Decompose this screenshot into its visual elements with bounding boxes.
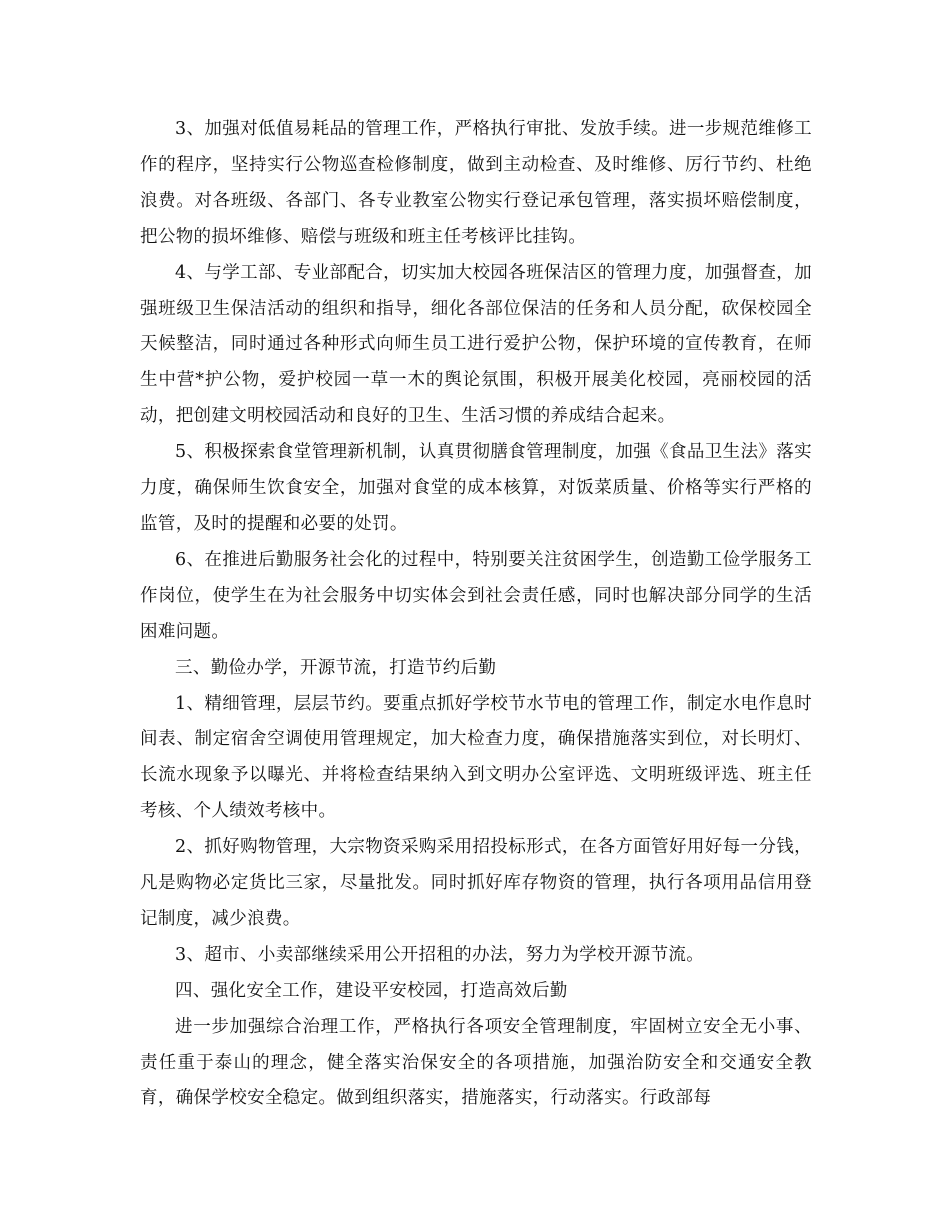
paragraph-1-fine-management: 1、精细管理，层层节约。要重点抓好学校节水节电的管理工作，制定水电作息时间表、制定宿舍空调使用管理规定，加大检查力度，确保措施落实到位，对长明灯、长流水现象予以曝光、并将检查结果纳入到文明办公室评选、文明班级评选、班主任考核、个人绩效考核中。	[140, 693, 812, 822]
section-heading-four: 四、强化安全工作，建设平安校园，打造高效后勤	[175, 980, 568, 1001]
section-heading-three: 三、勤俭办学，开源节流，打造节约后勤	[175, 657, 497, 678]
paragraph-safety-work: 进一步加强综合治理工作，严格执行各项安全管理制度，牢固树立安全无小事、责任重于泰山的理念，健全落实治保安全的各项措施，加强治防安全和交通安全教育，确保学校安全稳定。做到组织落实，措施落实，行动落实。行政部每	[140, 1016, 812, 1109]
paragraph-2-purchasing: 2、抓好购物管理，大宗物资采购采用招投标形式，在各方面管好用好每一分钱，凡是购物必定货比三家，尽量批发。同时抓好库存物资的管理，执行各项用品信用登记制度，减少浪费。	[140, 837, 812, 929]
paragraph-3-supermarket: 3、超市、小卖部继续采用公开招租的办法，努力为学校开源节流。	[175, 944, 705, 965]
paragraph-6-work-study: 6、在推进后勤服务社会化的过程中，特别要关注贫困学生，创造勤工俭学服务工作岗位，使学生在为社会服务中切实体会到社会责任感，同时也解决部分同学的生活困难问题。	[140, 549, 812, 642]
paragraph-3-low-value-items: 3、加强对低值易耗品的管理工作，严格执行审批、发放手续。进一步规范维修工作的程序，坚持实行公物巡查检修制度，做到主动检查、及时维修、厉行节约、杜绝浪费。对各班级、各部门、各专业教室公物实行登记承包管理，落实损坏赔偿制度，把公物的损坏维修、赔偿与班级和班主任考核评比挂钩。	[140, 119, 812, 247]
paragraph-5-canteen-management: 5、积极探索食堂管理新机制，认真贯彻膳食管理制度，加强《食品卫生法》落实力度，确保师生饮食安全，加强对食堂的成本核算，对饭菜质量、价格等实行严格的监管，及时的提醒和必要的处罚。	[140, 442, 812, 534]
document-page	[140, 112, 812, 1117]
paragraph-4-campus-cleaning: 4、与学工部、专业部配合，切实加大校园各班保洁区的管理力度，加强督查，加强班级卫生保洁活动的组织和指导，细化各部位保洁的任务和人员分配，砍保校园全天候整洁，同时通过各种形式向师生员工进行爱护公物，保护环境的宣传教育，在师生中营*护公物，爱护校园一草一木的舆论氛围，积极开展美化校园，亮丽校园的活动，把创建文明校园活动和良好的卫生、生活习惯的养成结合起来。	[140, 262, 812, 427]
